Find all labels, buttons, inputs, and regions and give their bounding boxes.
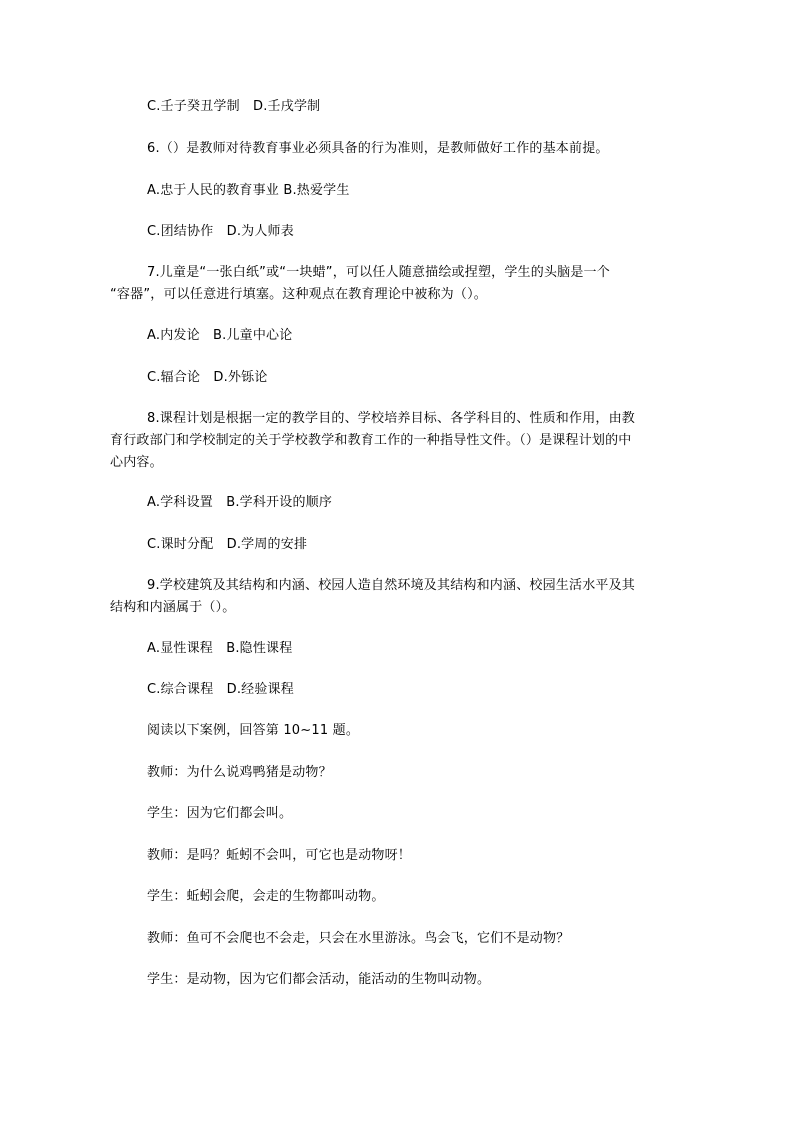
dialogue-teacher-1: 教师：为什么说鸡鸭猪是动物？ [147,765,332,780]
option-line-a-b-q7: A.内发论 B.儿童中心论 [147,328,293,343]
option-line-c-d-q5: C.壬子癸丑学制 D.壬戌学制 [147,99,321,114]
question-9-line-2: 结构和内涵属于（）。 [110,600,236,615]
dialogue-student-3: 学生：是动物，因为它们都会活动，能活动的生物叫动物。 [147,972,491,987]
dialogue-student-1: 学生：因为它们都会叫。 [147,806,293,821]
dialogue-teacher-2: 教师：是吗？蚯蚓不会叫，可它也是动物呀！ [147,848,412,863]
question-7-line-1: 7.儿童是“一张白纸”或“一块蜡”，可以任人随意描绘或捏塑，学生的头脑是一个 [147,265,610,280]
question-8-line-1: 8.课程计划是根据一定的教学目的、学校培养目标、各学科目的、性质和作用，由教 [147,411,636,426]
question-6: 6.（）是教师对待教育事业必须具备的行为准则，是教师做好工作的基本前提。 [147,141,609,156]
question-8-line-2: 育行政部门和学校制定的关于学校教学和教育工作的一种指导性文件。（）是课程计划的中 [110,433,632,448]
option-line-c-d-q9: C.综合课程 D.经验课程 [147,682,294,697]
option-line-c-d-q8: C.课时分配 D.学周的安排 [147,537,308,552]
dialogue-teacher-3: 教师：鱼可不会爬也不会走，只会在水里游泳。鸟会飞，它们不是动物？ [147,931,570,946]
question-8-line-3: 心内容。 [110,455,163,470]
case-intro: 阅读以下案例，回答第 10~11 题。 [147,723,360,738]
option-line-c-d-q7: C.辐合论 D.外铄论 [147,370,268,385]
option-line-c-d-q6: C.团结协作 D.为人师表 [147,224,294,239]
question-9-line-1: 9.学校建筑及其结构和内涵、校园人造自然环境及其结构和内涵、校园生活水平及其 [147,578,636,593]
dialogue-student-2: 学生：蚯蚓会爬，会走的生物都叫动物。 [147,889,385,904]
option-line-a-b-q8: A.学科设置 B.学科开设的顺序 [147,495,333,510]
option-line-a-b-q6: A.忠于人民的教育事业 B.热爱学生 [147,183,350,198]
option-line-a-b-q9: A.显性课程 B.隐性课程 [147,641,293,656]
question-7-line-2: “容器”，可以任意进行填塞。这种观点在教育理论中被称为（）。 [110,287,487,302]
